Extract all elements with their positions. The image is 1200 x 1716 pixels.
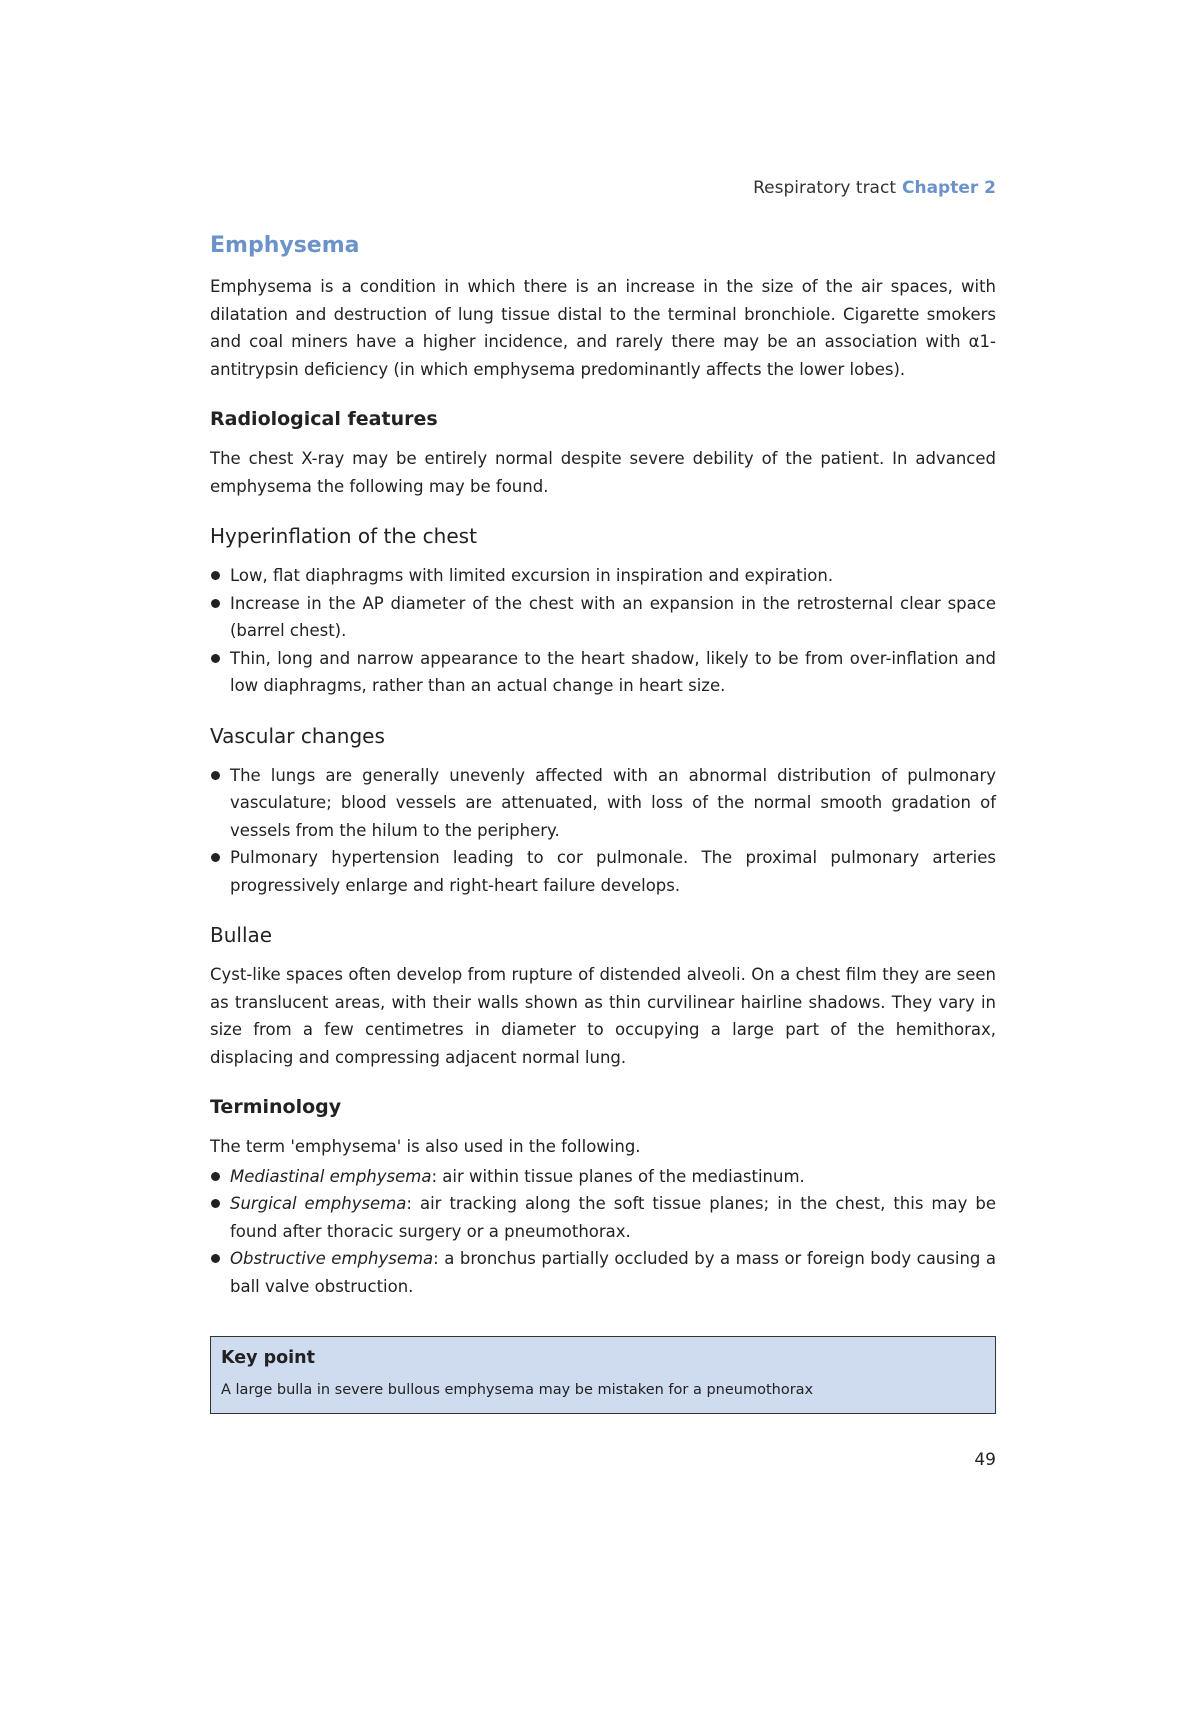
bullet-icon [211, 654, 220, 663]
bullet-icon [211, 853, 220, 862]
bullae-paragraph: Cyst-like spaces often develop from rupture of distended alveoli. On a chest film they are seen as translucent areas, with their walls shown as thin curvilinear hairline shadows. They vary in size from a few centimetres in diameter to occupying a large part of the hemithorax, displacing and compressing adjacent normal lung. [210, 965, 996, 1067]
intro-paragraph: Emphysema is a condition in which there is an increase in the size of the air spaces, with dilatation and destruction of lung tissue distal to the terminal bronchiole. Cigarette smokers and coal miners have a higher incidence, and rarely there may be an association with α1-antitrypsin deficiency (in which emphysema predominantly affects the lower lobes). [210, 277, 996, 379]
terminology-list [210, 1163, 996, 1301]
term-name: Obstructive emphysema [230, 1249, 434, 1268]
vascular-list [210, 762, 996, 900]
term-description: : air within tissue planes of the mediastinum. [431, 1166, 805, 1186]
list-item [210, 1245, 996, 1300]
key-point-box [210, 1336, 996, 1414]
terminology-heading: Terminology [210, 1096, 342, 1118]
list-item-text: Thin, long and narrow appearance to the heart shadow, likely to be from over-inflation and low diaphragms, rather than an actual change in heart size. [230, 648, 996, 695]
bullet-icon [211, 1172, 220, 1181]
list-item [210, 1163, 996, 1191]
terminology-intro: The term 'emphysema' is also used in the following. [210, 1137, 641, 1156]
list-item-text: The lungs are generally unevenly affected with an abnormal distribution of pulmonary vasculature; blood vessels are attenuated, with loss of the normal smooth gradation of vessels from the hilum to the periphery. [230, 765, 996, 840]
list-item [210, 1190, 996, 1245]
list-item [210, 590, 996, 645]
running-head [210, 175, 996, 201]
list-item-text: Increase in the AP diameter of the chest with an expansion in the retrosternal clear space (barrel chest). [230, 593, 996, 640]
bullet-icon [211, 1254, 220, 1263]
vascular-heading: Vascular changes [210, 723, 385, 748]
page-content [210, 175, 996, 1472]
radiological-heading: Radiological features [210, 408, 438, 430]
bullae-heading: Bullae [210, 923, 273, 947]
term-description: : a bronchus partially occluded by a mass or foreign body causing a ball valve obstruction. [230, 1249, 996, 1296]
running-head-chapter: Chapter 2 [901, 178, 996, 198]
radiological-paragraph: The chest X-ray may be entirely normal despite severe debility of the patient. In advanced emphysema the following may be found. [210, 449, 996, 496]
section-title: Emphysema [210, 233, 360, 258]
bullet-icon [211, 771, 220, 780]
key-point-text: A large bulla in severe bullous emphysema may be mistaken for a pneumothorax [221, 1382, 814, 1398]
list-item [210, 844, 996, 899]
page-number: 49 [974, 1450, 996, 1470]
list-item [210, 562, 996, 590]
hyperinflation-list [210, 562, 996, 700]
running-head-section: Respiratory tract [753, 178, 896, 198]
list-item [210, 645, 996, 700]
bullet-icon [211, 1199, 220, 1208]
term-name: Mediastinal emphysema [230, 1166, 432, 1186]
key-point-title: Key point [221, 1348, 315, 1368]
bullet-icon [211, 599, 220, 608]
list-item-text: Low, flat diaphragms with limited excursion in inspiration and expiration. [230, 566, 834, 585]
term-name: Surgical emphysema [230, 1194, 407, 1213]
list-item-text: Pulmonary hypertension leading to cor pulmonale. The proximal pulmonary arteries progressively enlarge and right-heart failure develops. [230, 848, 996, 895]
list-item [210, 762, 996, 845]
term-description: : air tracking along the soft tissue planes; in the chest, this may be found after thoracic surgery or a pneumothorax. [230, 1194, 997, 1241]
bullet-icon [211, 571, 220, 580]
hyperinflation-heading: Hyperinflation of the chest [210, 524, 477, 548]
